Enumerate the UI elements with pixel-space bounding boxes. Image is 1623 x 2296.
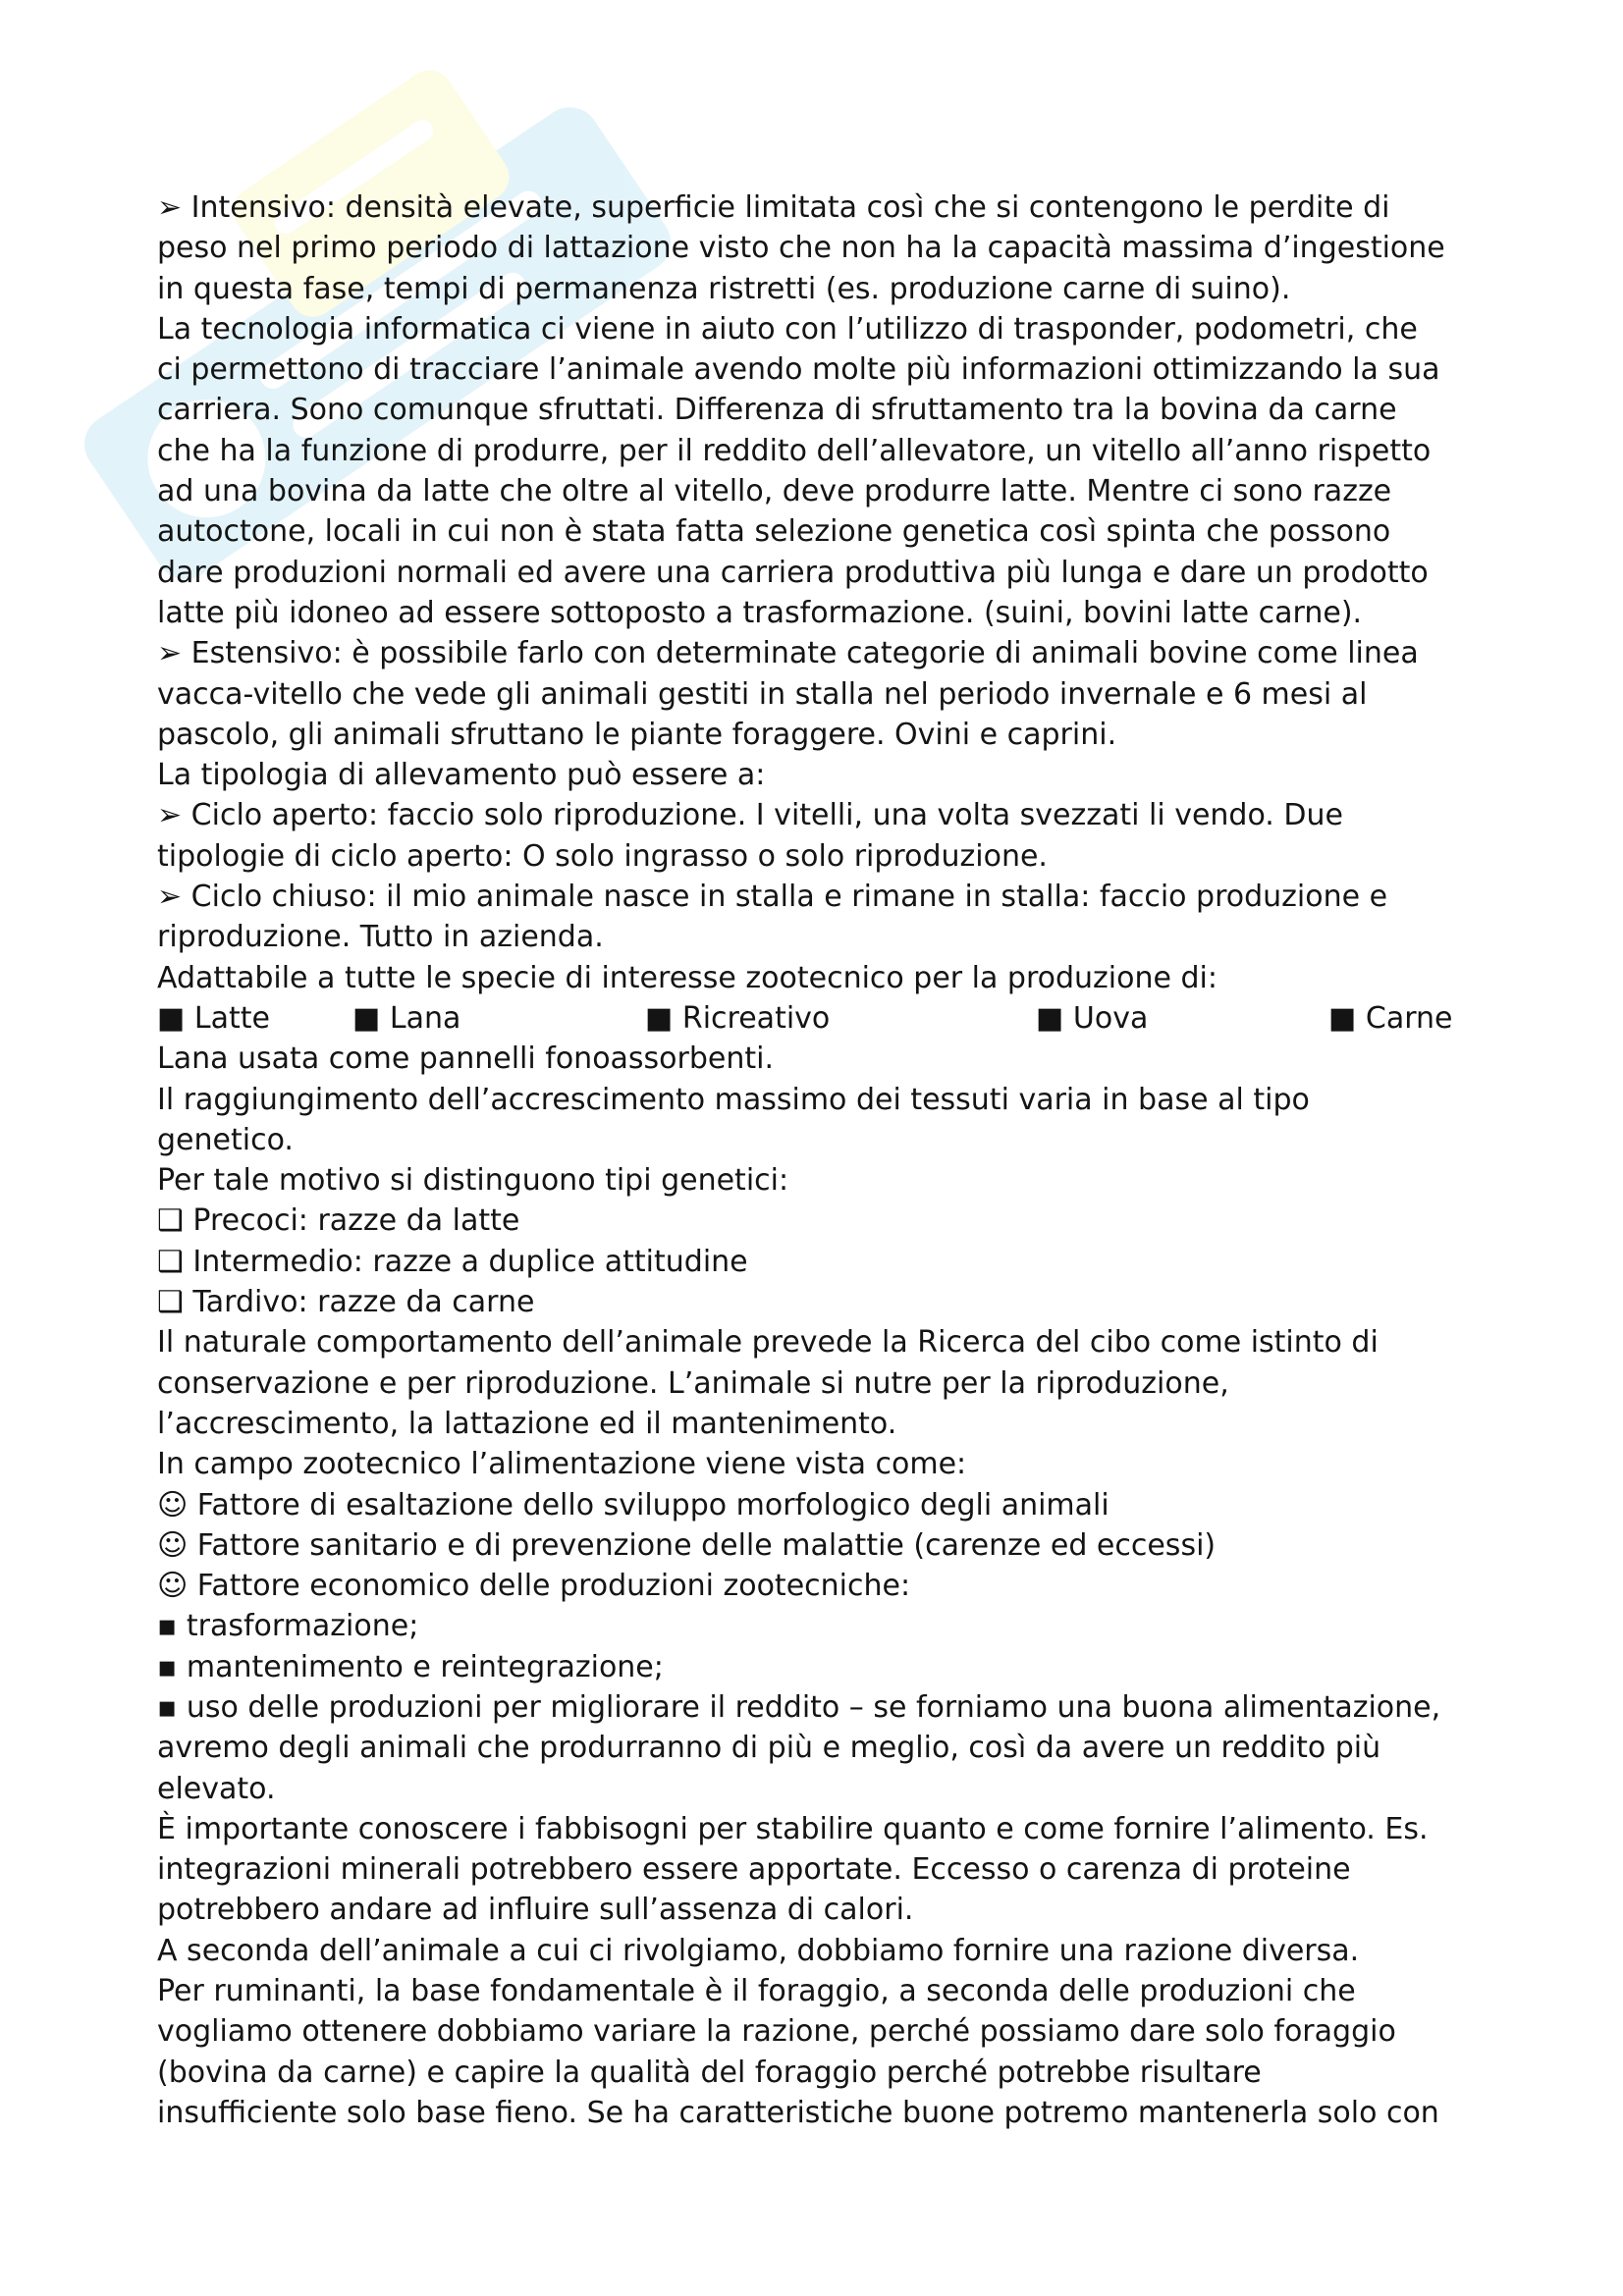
text-line: conservazione e per riproduzione. L’animale si nutre per la riproduzione,: [157, 1365, 1229, 1401]
text-line: Il naturale comportamento dell’animale prevede la Ricerca del cibo come istinto di: [157, 1325, 1379, 1361]
text-line: che ha la funzione di produrre, per il reddito dell’allevatore, un vitello all’anno rispetto: [157, 433, 1432, 468]
list-item: ▪ mantenimento e reintegrazione;: [157, 1649, 664, 1684]
text-line: autoctone, locali in cui non è stata fatta selezione genetica così spinta che possono: [157, 514, 1391, 550]
product-item-carne: ■ Carne: [1328, 1000, 1453, 1036]
list-item: ❑ Precoci: razze da latte: [157, 1203, 520, 1239]
list-item: ❑ Intermedio: razze a duplice attitudine: [157, 1244, 748, 1279]
text-line: Per tale motivo si distinguono tipi genetici:: [157, 1163, 789, 1199]
text-line: insufficiente solo base fieno. Se ha caratteristiche buone potremo mantenerla solo con: [157, 2095, 1439, 2130]
text-line: potrebbero andare ad influire sull’assenza di calori.: [157, 1893, 914, 1928]
text-line: pascolo, gli animali sfruttano le piante foraggere. Ovini e caprini.: [157, 717, 1117, 752]
text-line: ➢ Ciclo aperto: faccio solo riproduzione. I vitelli, una volta svezzati li vendo. Due: [157, 798, 1343, 833]
text-line: avremo degli animali che produrranno di più e meglio, così da avere un reddito più: [157, 1731, 1381, 1766]
text-line: elevato.: [157, 1771, 276, 1806]
text-line: La tipologia di allevamento può essere a:: [157, 758, 766, 793]
list-item: ☺ Fattore sanitario e di prevenzione delle malattie (carenze ed eccessi): [157, 1527, 1217, 1563]
text-line: peso nel primo periodo di lattazione visto che non ha la capacità massima d’ingestione: [157, 231, 1445, 266]
products-row: [157, 998, 1492, 1039]
text-line: carriera. Sono comunque sfruttati. Differenza di sfruttamento tra la bovina da carne: [157, 393, 1397, 428]
text-line: ci permettono di tracciare l’animale avendo molte più informazioni ottimizzando la sua: [157, 352, 1440, 388]
product-item-latte: ■ Latte: [157, 1000, 270, 1036]
text-line: (bovina da carne) e capire la qualità del foraggio perché potrebbe risultare: [157, 2055, 1262, 2090]
list-item: ▪ uso delle produzioni per migliorare il reddito – se forniamo una buona alimentazione,: [157, 1689, 1441, 1725]
text-line: l’accrescimento, la lattazione ed il mantenimento.: [157, 1406, 897, 1441]
list-item: ☺ Fattore di esaltazione dello sviluppo morfologico degli animali: [157, 1487, 1109, 1522]
list-item: ❑ Tardivo: razze da carne: [157, 1285, 535, 1320]
text-line: ➢ Ciclo chiuso: il mio animale nasce in stalla e rimane in stalla: faccio produzione e: [157, 880, 1388, 915]
text-line: genetico.: [157, 1122, 294, 1157]
text-line: ➢ Intensivo: densità elevate, superficie limitata così che si contengono le perdite di: [157, 190, 1390, 225]
text-line: Per ruminanti, la base fondamentale è il foraggio, a seconda delle produzioni che: [157, 1974, 1356, 2009]
text-line: dare produzioni normali ed avere una carriera produttiva più lunga e dare un prodotto: [157, 555, 1429, 590]
text-line: tipologie di ciclo aperto: O solo ingrasso o solo riproduzione.: [157, 838, 1048, 874]
text-line: È importante conoscere i fabbisogni per stabilire quanto e come fornire l’alimento. Es.: [157, 1811, 1429, 1846]
text-line: Lana usata come pannelli fonoassorbenti.: [157, 1041, 775, 1077]
text-line: A seconda dell’animale a cui ci rivolgiamo, dobbiamo fornire una razione diversa.: [157, 1933, 1360, 1968]
text-line: riproduzione. Tutto in azienda.: [157, 920, 604, 955]
product-item-lana: ■ Lana: [352, 1000, 461, 1036]
text-line: Adattabile a tutte le specie di interesse zootecnico per la produzione di:: [157, 960, 1217, 995]
text-line: vacca-vitello che vede gli animali gestiti in stalla nel periodo invernale e 6 mesi al: [157, 676, 1368, 712]
text-line: Il raggiungimento dell’accrescimento massimo dei tessuti varia in base al tipo: [157, 1082, 1310, 1117]
list-item: ☺ Fattore economico delle produzioni zootecniche:: [157, 1569, 911, 1604]
text-line: in questa fase, tempi di permanenza ristretti (es. produzione carne di suino).: [157, 271, 1291, 306]
text-line: In campo zootecnico l’alimentazione viene vista come:: [157, 1447, 967, 1482]
list-item: ▪ trasformazione;: [157, 1609, 419, 1644]
product-item-uova: ■ Uova: [1036, 1000, 1149, 1036]
text-line: integrazioni minerali potrebbero essere apportate. Eccesso o carenza di proteine: [157, 1852, 1351, 1888]
product-item-ricreativo: ■ Ricreativo: [645, 1000, 831, 1036]
page-text: [157, 187, 1492, 2133]
text-line: latte più idoneo ad essere sottoposto a trasformazione. (suini, bovini latte carne).: [157, 595, 1363, 630]
text-line: La tecnologia informatica ci viene in aiuto con l’utilizzo di trasponder, podometri, che: [157, 311, 1418, 347]
text-line: ➢ Estensivo: è possibile farlo con determinate categorie di animali bovine come linea: [157, 636, 1419, 671]
text-line: ad una bovina da latte che oltre al vitello, deve produrre latte. Mentre ci sono razze: [157, 474, 1392, 509]
text-line: vogliamo ottenere dobbiamo variare la razione, perché possiamo dare solo foraggio: [157, 2014, 1396, 2050]
